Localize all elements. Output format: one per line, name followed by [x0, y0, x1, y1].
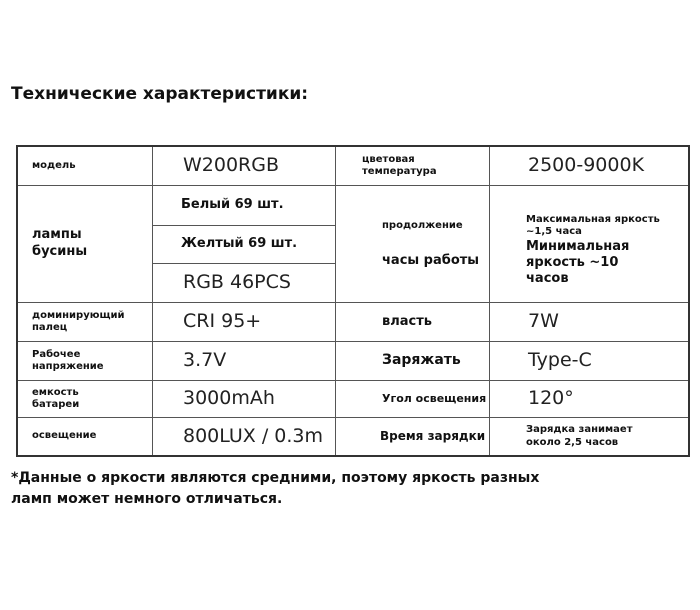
- duration-label-1: продолжение: [382, 219, 463, 231]
- charge-time-label: Время зарядки: [380, 429, 486, 443]
- angle-label: Угол освещения: [382, 392, 487, 406]
- charge-time-value: Зарядка занимает около 2,5 часов: [526, 424, 633, 448]
- spec-table: [16, 145, 690, 457]
- model-label: модель: [32, 159, 76, 171]
- power-value: 7W: [528, 310, 559, 333]
- lighting-label: освещение: [32, 430, 97, 442]
- duration-max: Максимальная яркость ~1,5 часа: [526, 213, 660, 237]
- voltage-value: 3.7V: [183, 349, 227, 372]
- battery-value: 3000mAh: [183, 387, 275, 410]
- beads-rgb: RGB 46PCS: [183, 271, 291, 294]
- power-label: власть: [382, 313, 432, 329]
- beads-yellow: Желтый 69 шт.: [181, 236, 298, 252]
- page-title: Технические характеристики:: [11, 84, 309, 104]
- duration-label-2: часы работы: [382, 252, 480, 268]
- color-temp-value: 2500-9000K: [528, 154, 645, 177]
- angle-value: 120°: [528, 387, 574, 410]
- voltage-label: Рабочее напряжение: [32, 348, 104, 372]
- dominant-value: CRI 95+: [183, 310, 262, 333]
- footnote: *Данные о яркости являются средними, поэтому яркость разных ламп может немного отличаться.: [11, 470, 540, 507]
- beads-white: Белый 69 шт.: [181, 196, 284, 212]
- charge-label: Заряжать: [382, 352, 461, 369]
- beads-label: лампы бусины: [32, 227, 88, 259]
- battery-label: емкость батареи: [32, 386, 80, 410]
- lighting-value: 800LUX / 0.3m: [183, 424, 324, 447]
- color-temp-label: цветовая температура: [362, 153, 437, 177]
- model-value: W200RGB: [183, 154, 280, 177]
- charge-value: Type-C: [528, 349, 592, 372]
- duration-min: Минимальная яркость ~10 часов: [526, 238, 630, 287]
- dominant-label: доминирующий палец: [32, 309, 125, 333]
